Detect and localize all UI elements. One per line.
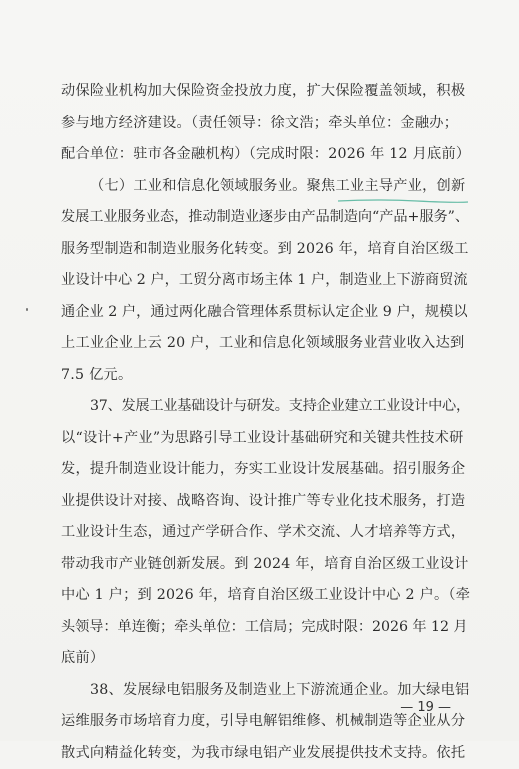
text-line: 参与地方经济建设。（责任领导：徐文浩；牵头单位：金融办；: [61, 108, 469, 140]
text-line: 服务型制造和制造业服务化转变。到 2026 年，培育自治区级工: [61, 234, 469, 266]
section-heading-line: （七）工业和信息化领域服务业。聚焦工业主导产业，创新: [61, 171, 469, 203]
text-line: 以“设计+产业”为思路引导工业设计基础研究和关键共性技术研: [61, 423, 469, 455]
text-line: 带动我市产业链创新发展。到 2024 年，培育自治区级工业设计: [61, 549, 469, 581]
text-line: 发展工业服务业态，推动制造业逐步由产品制造向“产品+服务”、: [61, 202, 469, 234]
text-line: 运维服务市场培育力度，引导电解铝维修、机械制造等企业从分: [61, 706, 469, 738]
text-line: 业提供设计对接、战略咨询、设计推广等专业化技术服务，打造: [61, 486, 469, 518]
item-heading-line: 37、发展工业基础设计与研发。支持企业建立工业设计中心，: [61, 391, 469, 423]
item-heading-line: 38、发展绿电铝服务及制造业上下游流通企业。加大绿电铝: [61, 675, 469, 707]
text-line: 中心 1 户；到 2026 年，培育自治区级工业设计中心 2 户。（牵: [61, 580, 469, 612]
text-line: 发，提升制造业设计能力，夯实工业设计发展基础。招引服务企: [61, 454, 469, 486]
text-line: 散式向精益化转变，为我市绿电铝产业发展提供技术支持。依托: [61, 738, 469, 769]
text-line: 工业设计生态，通过产学研合作、学术交流、人才培养等方式，: [61, 517, 469, 549]
text-line: 业设计中心 2 户，工贸分离市场主体 1 户，制造业上下游商贸流: [61, 265, 469, 297]
text-line: 动保险业机构加大保险资金投放力度，扩大保险覆盖领域，积极: [61, 76, 469, 108]
text-line: 底前）: [61, 643, 469, 675]
text-line: 7.5 亿元。: [61, 360, 469, 392]
text-line: 上工业企业上云 20 户，工业和信息化领域服务业营业收入达到: [61, 328, 469, 360]
margin-dot: [26, 308, 28, 311]
body-text: [61, 76, 469, 769]
text-line: 头领导：单连衡；牵头单位：工信局；完成时限：2026 年 12 月: [61, 612, 469, 644]
page-number: — 19 —: [400, 700, 451, 715]
text-line: 配合单位：驻市各金融机构）（完成时限：2026 年 12 月底前）: [61, 139, 469, 171]
text-line: 通企业 2 户，通过两化融合管理体系贯标认定企业 9 户，规模以: [61, 297, 469, 329]
